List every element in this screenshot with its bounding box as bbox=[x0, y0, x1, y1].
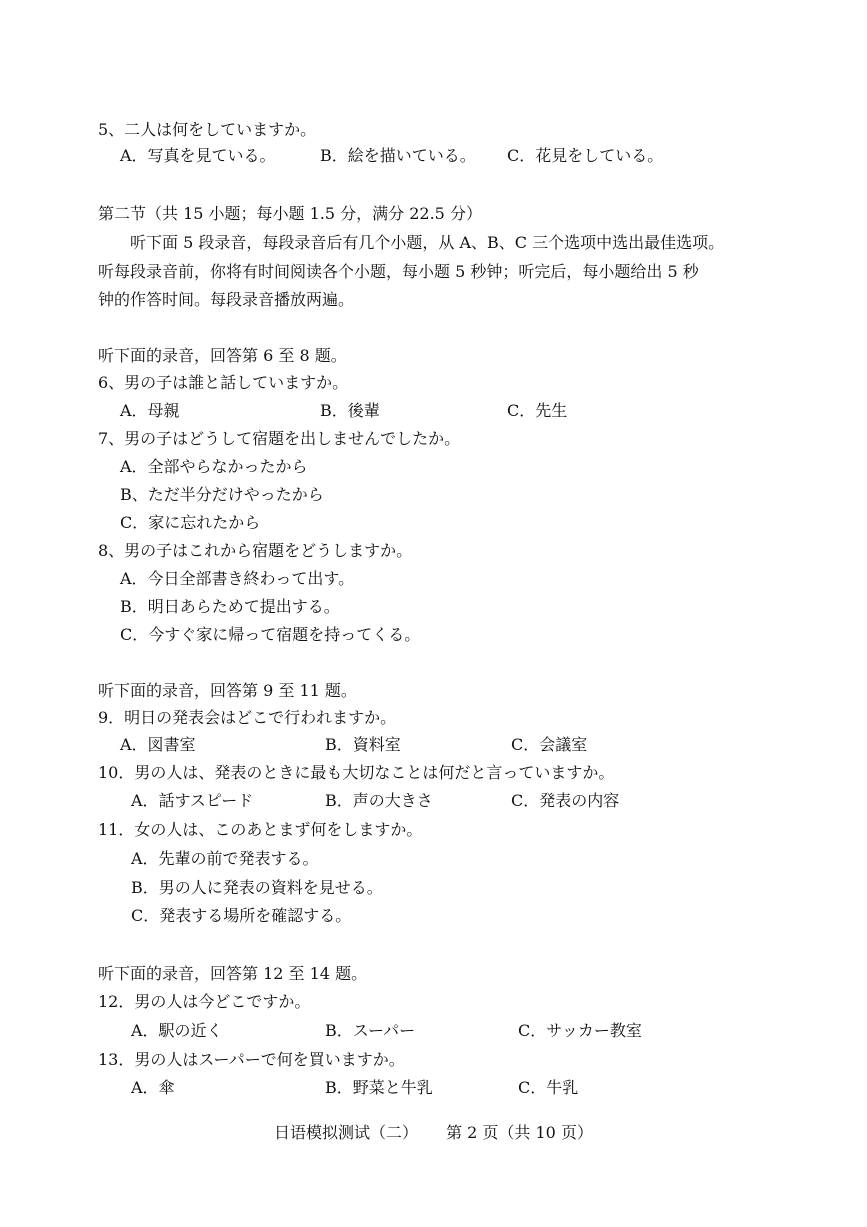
group-1-intro: 听下面的录音，回答第 6 至 8 题。 bbox=[98, 346, 347, 365]
question-6-option-c: C．先生 bbox=[507, 401, 568, 420]
question-9-option-b: B．資料室 bbox=[325, 735, 401, 754]
question-12-option-b: B．スーパー bbox=[325, 1021, 416, 1040]
question-5-option-a: A．写真を見ている。 bbox=[120, 146, 276, 165]
question-10-stem: 10．男の人は、発表のときに最も大切なことは何だと言っていますか。 bbox=[98, 763, 615, 782]
section-2-instruction-line-1: 听下面 5 段录音，每段录音后有几个小题，从 A、B、C 三个选项中选出最佳选项。 bbox=[130, 233, 725, 252]
question-10-option-a: A．話すスピード bbox=[131, 791, 254, 810]
question-8-option-b: B．明日あらためて提出する。 bbox=[120, 597, 340, 616]
question-12-option-c: C．サッカー教室 bbox=[518, 1021, 642, 1040]
question-10-option-c: C．発表の内容 bbox=[511, 791, 620, 810]
question-12-stem: 12．男の人は今どこですか。 bbox=[98, 992, 311, 1011]
question-7-option-a: A．全部やらなかったから bbox=[120, 457, 308, 476]
question-5-option-c: C．花見をしている。 bbox=[507, 146, 664, 165]
question-5-option-b: B．絵を描いている。 bbox=[320, 146, 476, 165]
question-6-option-a: A．母親 bbox=[120, 401, 180, 420]
group-3-intro: 听下面的录音，回答第 12 至 14 题。 bbox=[98, 964, 368, 983]
question-13-option-c: C．牛乳 bbox=[518, 1078, 579, 1097]
question-7-option-c: C．家に忘れたから bbox=[120, 513, 261, 532]
question-9-option-a: A．図書室 bbox=[120, 735, 196, 754]
question-9-stem: 9．明日の発表会はどこで行われますか。 bbox=[98, 708, 397, 727]
question-13-stem: 13．男の人はスーパーで何を買いますか。 bbox=[98, 1050, 405, 1069]
question-11-option-a: A．先輩の前で発表する。 bbox=[131, 849, 319, 868]
section-2-heading: 第二节（共 15 小题；每小题 1.5 分，满分 22.5 分） bbox=[98, 204, 482, 223]
question-7-option-b: B、ただ半分だけやったから bbox=[120, 485, 324, 504]
question-12-option-a: A．駅の近く bbox=[131, 1021, 223, 1040]
question-11-stem: 11．女の人は、このあとまず何をしますか。 bbox=[98, 820, 423, 839]
footer-page-number: 第 2 页（共 10 页） bbox=[446, 1123, 593, 1142]
question-11-option-c: C．発表する場所を確認する。 bbox=[131, 906, 352, 925]
question-5-stem: 5、二人は何をしていますか。 bbox=[98, 120, 317, 139]
section-2-instruction-line-2: 听每段录音前，你将有时间阅读各个小题，每小题 5 秒钟；听完后，每小题给出 5 秒 bbox=[98, 262, 699, 281]
question-8-option-c: C．今すぐ家に帰って宿題を持ってくる。 bbox=[120, 625, 421, 644]
page-footer bbox=[0, 1123, 867, 1143]
section-2-instruction-line-3: 钟的作答时间。每段录音播放两遍。 bbox=[98, 290, 355, 309]
question-7-stem: 7、男の子はどうして宿題を出しませんでしたか。 bbox=[98, 429, 461, 448]
question-13-option-a: A．傘 bbox=[131, 1078, 175, 1097]
question-8-option-a: A．今日全部書き終わって出す。 bbox=[120, 569, 355, 588]
question-10-option-b: B．声の大きさ bbox=[325, 791, 433, 810]
question-6-option-b: B．後輩 bbox=[320, 401, 380, 420]
question-6-stem: 6、男の子は誰と話していますか。 bbox=[98, 373, 349, 392]
question-8-stem: 8、男の子はこれから宿題をどうしますか。 bbox=[98, 541, 413, 560]
question-11-option-b: B．男の人に発表の資料を見せる。 bbox=[131, 878, 383, 897]
group-2-intro: 听下面的录音，回答第 9 至 11 题。 bbox=[98, 681, 357, 700]
question-13-option-b: B．野菜と牛乳 bbox=[325, 1078, 433, 1097]
footer-exam-title: 日语模拟测试（二） bbox=[274, 1123, 419, 1142]
question-9-option-c: C．会議室 bbox=[511, 735, 588, 754]
